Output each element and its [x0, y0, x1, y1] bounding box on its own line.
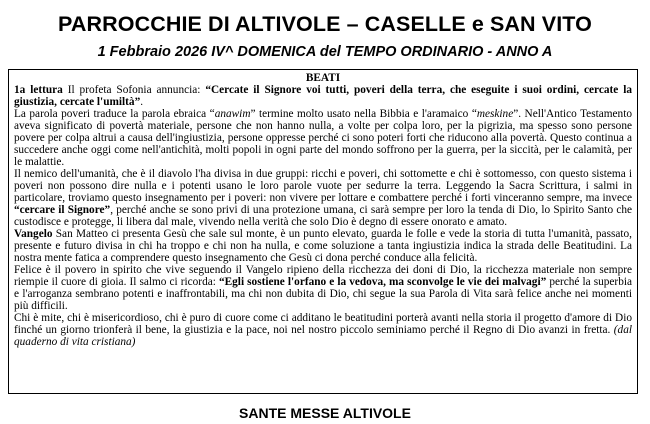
paragraph-enemy: [14, 168, 632, 228]
paragraph-beatitudes: [14, 312, 632, 348]
poor-meaning-text-c: ”. Nell'Antico Testamento aveva significato di povertà materiale, persone che non hanno nulla, a volte per colpa loro, per la pigrizia, ma spesso sono persone povere per colpa altrui a causa dell'ingiustizia, persone oppresse perché ci sono poteri forti che riducono alla povertà. Questo continua a succedere anche oggi come nell'antichità, molti popoli in ogni parte del mondo soffrono per la guerra, per la siccità, per le calamità, per le malattie.: [14, 108, 632, 168]
paragraph-first-reading: [14, 84, 632, 108]
first-reading-quote: “Cercate il Signore voi tutti, poveri della terra, che eseguite i suoi ordini, cercate la giustizia, cercate l'umiltà”: [14, 84, 632, 108]
reflection-box: [8, 69, 638, 394]
psalm-quote: “Egli sostiene l'orfano e la vedova, ma sconvolge le vie dei malvagi”: [218, 276, 547, 288]
paragraph-psalm: [14, 264, 632, 312]
reflection-heading: BEATI: [305, 72, 341, 84]
psalm-text-a: Felice è il povero in spirito che vive seguendo il Vangelo ripieno della ricchezza dei doni di Dio, la ricchezza materiale non sempre riempie il cuore di gioia. Il salmo ci ricorda:: [14, 264, 632, 288]
paragraph-gospel: [14, 228, 632, 264]
liturgical-date: 1 Febbraio 2026 IV^ DOMENICA del TEMPO ORDINARIO - ANNO A: [97, 44, 553, 60]
seek-lord-quote: “cercare il Signore”: [14, 204, 111, 216]
first-reading-end: .: [140, 96, 144, 108]
source-citation: (dal quaderno di vita cristiana): [14, 324, 632, 348]
poor-meaning-text-a: La parola poveri traduce la parola ebraica “: [14, 108, 215, 120]
enemy-text-a: Il nemico dell'umanità, che è il diavolo l'ha divisa in due gruppi: ricchi e poveri, chi sottomette e chi è sottomesso, con questo sistema i poveri non possono dire nulla e i potenti usano le loro parole vuote per sedurre la terra. Leggendo la Sacra Scrittura, i salmi in particolare, troviamo questo insegnamento per i poveri: non vivere per lottare e combattere perché i forti vinceranno sempre, ma invece: [14, 168, 632, 204]
page-title: PARROCCHIE DI ALTIVOLE – CASELLE e SAN VITO: [58, 12, 592, 36]
first-reading-intro: Il profeta Sofonia annuncia:: [62, 84, 206, 96]
gospel-text: San Matteo ci presenta Gesù che sale sul monte, è un punto elevato, guarda le folle e vede la storia di tutta l'umanità, passato, presente e futuro divisa in chi ha troppo e chi non ha nulla, e come soluzione a tanta ingiustizia indica la strada delle Beatitudini. La nostra mente fatica a comprendere questo insegnamento che Gesù ci dona perché conduce alla felicità.: [14, 228, 632, 264]
beatitudes-text: Chi è mite, chi è misericordioso, chi è puro di cuore come ci additano le beatitudini porterà avanti nella storia il progetto d'amore di Dio finché un giorno trionferà il bene, la giustizia e la pace, noi nel nostro piccolo seminiamo perché il Regno di Dio avanzi in fretta.: [14, 312, 632, 336]
term-anawim: anawim: [214, 108, 251, 120]
gospel-label: Vangelo: [14, 228, 53, 240]
poor-meaning-text-b: ” termine molto usato nella Bibbia e l'aramaico “: [250, 108, 477, 120]
enemy-text-b: , perché anche se sono privi di una protezione umana, ci sarà sempre per loro la tenda di Dio, lo Spirito Santo che custodisce e protegge, li libera dal male, vivendo nella verità che solo Dio è degno di essere onorato e amato.: [14, 204, 633, 228]
masses-section-title: SANTE MESSE ALTIVOLE: [239, 405, 411, 421]
psalm-text-b: perché la superbia e l'arroganza sembrano potenti e inaffrontabili, ma chi non dubita di Dio, chi segue la sua Parola di Vita sarà felice anche nei momenti più difficili.: [14, 276, 632, 312]
first-reading-label: 1a lettura: [14, 84, 63, 96]
paragraph-poor-meaning: [14, 108, 632, 168]
term-meskine: meskine: [476, 108, 514, 120]
